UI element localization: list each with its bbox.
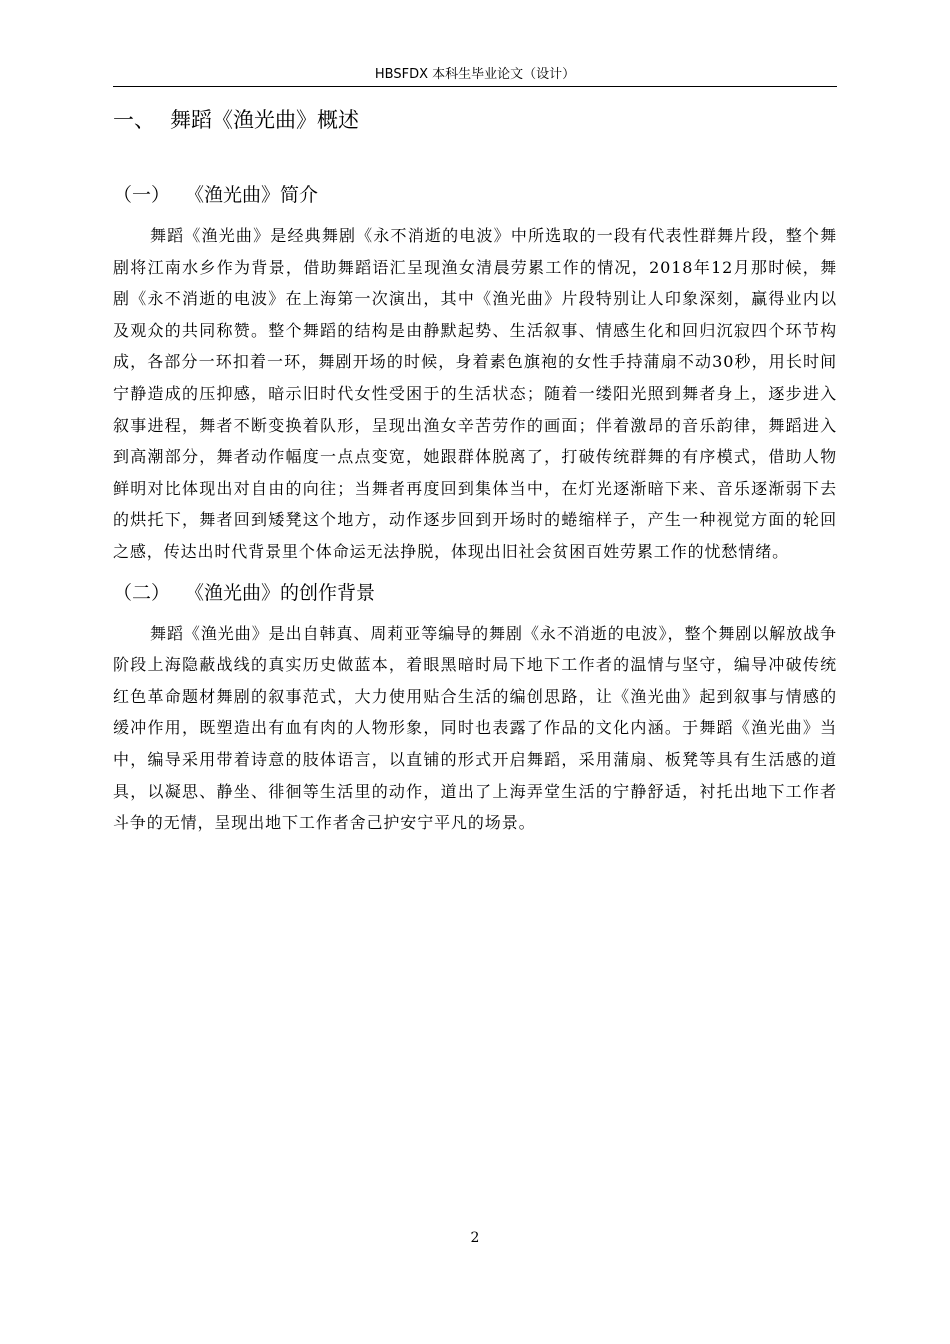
subsection-heading-1: [113, 180, 837, 210]
subsection-number: （二）: [113, 581, 171, 604]
subsection-title: 《渔光曲》的创作背景: [185, 581, 376, 604]
paragraph-2: 舞蹈《渔光曲》是出自韩真、周莉亚等编导的舞剧《永不消逝的电波》，整个舞剧以解放战争阶段上海隐蔽战线的真实历史做蓝本，着眼黑暗时局下地下工作者的温情与坚守，编导冲破传统红色革命题材舞剧的叙事范式，大力使用贴合生活的编创思路，让《渔光曲》起到叙事与情感的缓冲作用，既塑造出有血有肉的人物形象，同时也表露了作品的文化内涵。于舞蹈《渔光曲》当中，编导采用带着诗意的肢体语言，以直铺的形式开启舞蹈，采用蒲扇、板凳等具有生活感的道具，以凝思、静坐、徘徊等生活里的动作，道出了上海弄堂生活的宁静舒适，衬托出地下工作者斗争的无情，呈现出地下工作者舍己护安宁平凡的场景。: [113, 623, 837, 833]
section-heading: [113, 104, 837, 136]
subsection-number: （一）: [113, 184, 171, 206]
subsection-heading-2: [113, 578, 837, 608]
running-header: HBSFDX 本科生毕业论文（设计）: [113, 66, 837, 87]
subsection-title: 《渔光曲》简介: [185, 184, 319, 206]
paragraph-1: 舞蹈《渔光曲》是经典舞剧《永不消逝的电波》中所选取的一段有代表性群舞片段，整个舞剧将江南水乡作为背景，借助舞蹈语汇呈现渔女清晨劳累工作的情况，2018年12月那时候，舞剧《永不消逝的电波》在上海第一次演出，其中《渔光曲》片段特别让人印象深刻，赢得业内以及观众的共同称赞。整个舞蹈的结构是由静默起势、生活叙事、情感生化和回归沉寂四个环节构成，各部分一环扣着一环，舞剧开场的时候，身着素色旗袍的女性手持蒲扇不动30秒，用长时间宁静造成的压抑感，暗示旧时代女性受困于的生活状态；随着一缕阳光照到舞者身上，逐步进入叙事进程，舞者不断变换着队形，呈现出渔女辛苦劳作的画面；伴着激昂的音乐韵律，舞蹈进入到高潮部分，舞者动作幅度一点点变宽，她跟群体脱离了，打破传统群舞的有序模式，借助人物鲜明对比体现出对自由的向往；当舞者再度回到集体当中，在灯光逐渐暗下来、音乐逐渐弱下去的烘托下，舞者回到矮凳这个地方，动作逐步回到开场时的蜷缩样子，产生一种视觉方面的轮回之感，传达出时代背景里个体命运无法挣脱，体现出旧社会贫困百姓劳累工作的忧愁情绪。: [113, 226, 837, 561]
page-number: 2: [470, 1230, 480, 1246]
page-body: [113, 100, 837, 839]
section-title: 舞蹈《渔光曲》概述: [170, 108, 359, 132]
section-number: 一、: [113, 108, 155, 132]
